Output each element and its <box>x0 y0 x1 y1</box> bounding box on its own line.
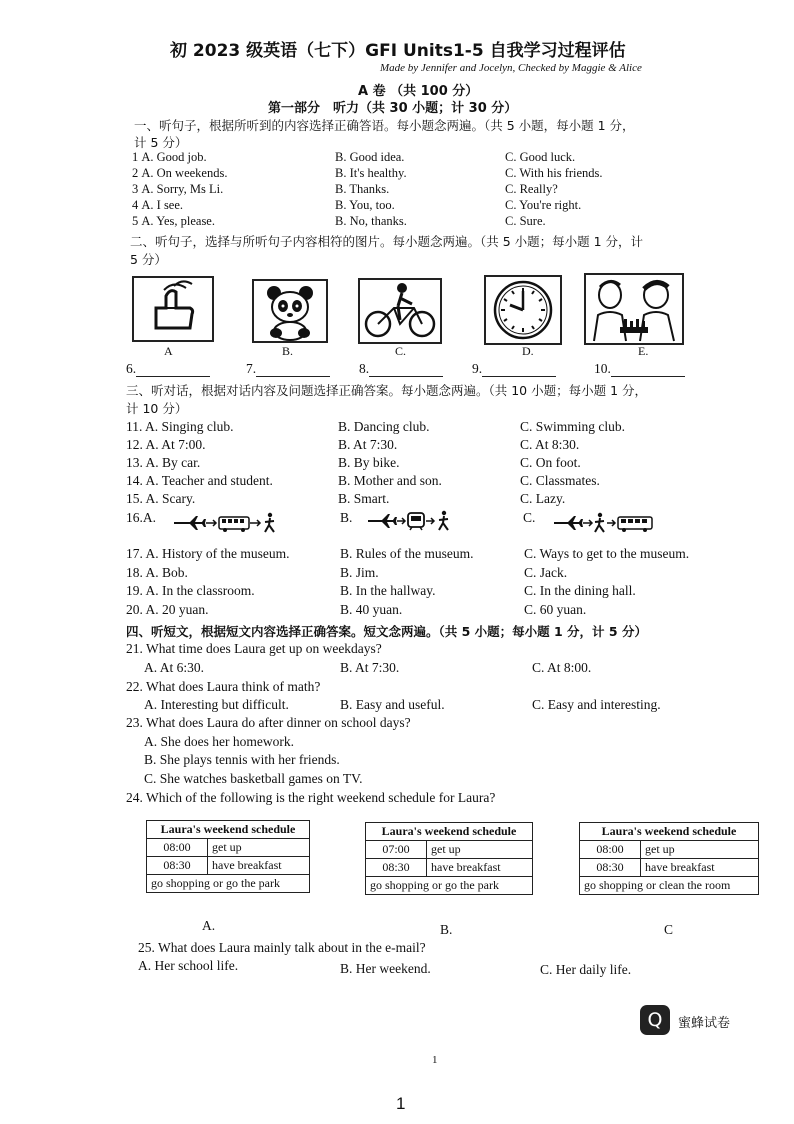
schedule-activity: have breakfast <box>427 859 533 877</box>
question-11-c: C. Swimming club. <box>520 419 626 434</box>
question-21-c: C. At 8:00. <box>532 660 592 675</box>
schedule-label-b: B. <box>440 922 453 937</box>
question-13: 13. A. By car. <box>126 455 201 470</box>
question-19: 19. A. In the classroom. <box>126 583 255 598</box>
question-21: 21. What time does Laura get up on weekdays? <box>126 641 382 656</box>
watermark-text: 蜜蜂试卷 <box>678 1016 731 1031</box>
schedule-time: 08:30 <box>147 857 208 875</box>
schedule-activity: have breakfast <box>208 857 310 875</box>
question-5-c: C. Sure. <box>505 214 546 228</box>
question-25-a: A. Her school life. <box>138 958 239 973</box>
question-1: 1 A. Good job. <box>132 150 207 164</box>
question-2-c: C. With his friends. <box>505 166 603 180</box>
schedule-title: Laura's weekend schedule <box>147 821 310 839</box>
question-4-c: C. You're right. <box>505 198 582 212</box>
section2-instruction-cont: 5 分） <box>130 252 167 267</box>
question-17-c: C. Ways to get to the museum. <box>524 546 690 561</box>
clock-icon <box>486 277 560 343</box>
question-16-b: B. <box>340 510 353 525</box>
question-3-b: B. Thanks. <box>335 182 390 196</box>
volume-label: A 卷 （共 100 分） <box>358 84 479 99</box>
panda-icon <box>254 281 326 341</box>
schedule-time: 08:00 <box>147 839 208 857</box>
question-18-b: B. Jim. <box>340 565 379 580</box>
answer-blank-6[interactable]: 6. <box>126 361 210 377</box>
question-22-c: C. Easy and interesting. <box>532 697 661 712</box>
question-20: 20. A. 20 yuan. <box>126 602 209 617</box>
question-11: 11. A. Singing club. <box>126 419 234 434</box>
question-18: 18. A. Bob. <box>126 565 188 580</box>
answer-blank-7[interactable]: 7. <box>246 361 330 377</box>
question-23-a: A. She does her homework. <box>144 734 294 749</box>
question-12-b: B. At 7:30. <box>338 437 398 452</box>
question-15: 15. A. Scary. <box>126 491 196 506</box>
schedule-table-c <box>579 822 759 895</box>
question-23-c: C. She watches basketball games on TV. <box>144 771 363 786</box>
picture-bicycle <box>358 278 442 344</box>
answer-blank-10[interactable]: 10. <box>594 361 685 377</box>
picture-label-e: E. <box>638 344 649 358</box>
question-20-b: B. 40 yuan. <box>340 602 403 617</box>
credit-line: Made by Jennifer and Jocelyn, Checked by Maggie & Alice <box>380 62 642 74</box>
question-23: 23. What does Laura do after dinner on school days? <box>126 715 411 730</box>
section4-instruction: 四、听短文，根据短文内容选择正确答案。短文念两遍。（共 5 小题；每小题 1 分，计 5 分） <box>126 624 647 639</box>
question-14-c: C. Classmates. <box>520 473 600 488</box>
question-18-c: C. Jack. <box>524 565 568 580</box>
picture-panda <box>252 279 328 343</box>
picture-label-b: B. <box>282 344 294 358</box>
picture-label-a: A <box>164 344 173 358</box>
page-number: 1 <box>396 1094 406 1113</box>
question-25-c: C. Her daily life. <box>540 962 632 977</box>
question-16: 16.A. <box>126 510 156 525</box>
question-4: 4 A. I see. <box>132 198 184 212</box>
question-13-b: B. By bike. <box>338 455 400 470</box>
question-24: 24. Which of the following is the right weekend schedule for Laura? <box>126 790 496 805</box>
schedule-activity: get up <box>208 839 310 857</box>
page-title: 初 2023 级英语（七下）GFI Units1-5 自我学习过程评估 <box>170 41 626 61</box>
bicycle-icon <box>360 280 440 342</box>
chess-players-icon <box>586 275 682 343</box>
question-20-c: C. 60 yuan. <box>524 602 587 617</box>
schedule-time: 08:30 <box>580 859 641 877</box>
question-11-b: B. Dancing club. <box>338 419 430 434</box>
watermark-logo-icon: Q <box>640 1005 670 1035</box>
schedule-title: Laura's weekend schedule <box>580 823 759 841</box>
section1-instruction-cont: 计 5 分） <box>134 135 188 150</box>
question-16-c: C. <box>523 510 536 525</box>
part1-heading: 第一部分 听力（共 30 小题；计 30 分） <box>268 101 518 116</box>
question-2-b: B. It's healthy. <box>335 166 407 180</box>
schedule-activity: get up <box>427 841 533 859</box>
schedule-table-a <box>146 820 310 893</box>
thumbs-up-icon <box>134 278 212 340</box>
question-13-c: C. On foot. <box>520 455 581 470</box>
question-22: 22. What does Laura think of math? <box>126 679 321 694</box>
section3-instruction: 三、听对话，根据对话内容及问题选择正确答案。每小题念两遍。（共 10 小题；每小题 1 分， <box>126 383 648 398</box>
question-3-c: C. Really? <box>505 182 558 196</box>
question-1-c: C. Good luck. <box>505 150 576 164</box>
answer-blank-9[interactable]: 9. <box>472 361 556 377</box>
section2-instruction: 二、听句子，选择与所听句子内容相符的图片。每小题念两遍。（共 5 小题；每小题 1 分，计 <box>130 234 644 249</box>
plane-walk-bus-icon <box>552 512 656 534</box>
question-17: 17. A. History of the museum. <box>126 546 290 561</box>
question-15-b: B. Smart. <box>338 491 390 506</box>
question-14: 14. A. Teacher and student. <box>126 473 273 488</box>
question-17-b: B. Rules of the museum. <box>340 546 474 561</box>
answer-blank-8[interactable]: 8. <box>359 361 443 377</box>
schedule-label-c: C <box>664 922 674 937</box>
plane-bus-walk-icon <box>172 512 284 534</box>
picture-label-c: C. <box>395 344 407 358</box>
schedule-activity: go shopping or go the park <box>147 875 310 893</box>
question-14-b: B. Mother and son. <box>338 473 442 488</box>
question-1-b: B. Good idea. <box>335 150 405 164</box>
picture-label-d: D. <box>522 344 534 358</box>
section1-instruction: 一、听句子，根据所听到的内容选择正确答语。每小题念两遍。（共 5 小题，每小题 1 分， <box>134 118 635 133</box>
question-21-b: B. At 7:30. <box>340 660 400 675</box>
picture-thumbs-up <box>132 276 214 342</box>
schedule-activity: get up <box>641 841 759 859</box>
question-15-c: C. Lazy. <box>520 491 566 506</box>
question-25: 25. What does Laura mainly talk about in the e-mail? <box>138 940 426 955</box>
question-19-b: B. In the hallway. <box>340 583 436 598</box>
question-2: 2 A. On weekends. <box>132 166 228 180</box>
schedule-activity: go shopping or go the park <box>366 877 533 895</box>
question-21-a: A. At 6:30. <box>144 660 205 675</box>
question-5: 5 A. Yes, please. <box>132 214 215 228</box>
schedule-title: Laura's weekend schedule <box>366 823 533 841</box>
question-23-b: B. She plays tennis with her friends. <box>144 752 340 767</box>
schedule-table-b <box>365 822 533 895</box>
picture-clock <box>484 275 562 345</box>
question-19-c: C. In the dining hall. <box>524 583 636 598</box>
schedule-time: 08:00 <box>580 841 641 859</box>
footer-small-number: 1 <box>432 1054 438 1066</box>
question-22-b: B. Easy and useful. <box>340 697 445 712</box>
question-3: 3 A. Sorry, Ms Li. <box>132 182 224 196</box>
question-25-b: B. Her weekend. <box>340 961 431 976</box>
picture-chess <box>584 273 684 345</box>
schedule-time: 08:30 <box>366 859 427 877</box>
question-5-b: B. No, thanks. <box>335 214 407 228</box>
schedule-activity: go shopping or clean the room <box>580 877 759 895</box>
question-12: 12. A. At 7:00. <box>126 437 206 452</box>
question-4-b: B. You, too. <box>335 198 395 212</box>
question-12-c: C. At 8:30. <box>520 437 580 452</box>
schedule-label-a: A. <box>202 918 216 933</box>
schedule-time: 07:00 <box>366 841 427 859</box>
schedule-activity: have breakfast <box>641 859 759 877</box>
section3-instruction-cont: 计 10 分） <box>126 401 188 416</box>
question-22-a: A. Interesting but difficult. <box>144 697 289 712</box>
plane-train-walk-icon <box>366 510 460 532</box>
